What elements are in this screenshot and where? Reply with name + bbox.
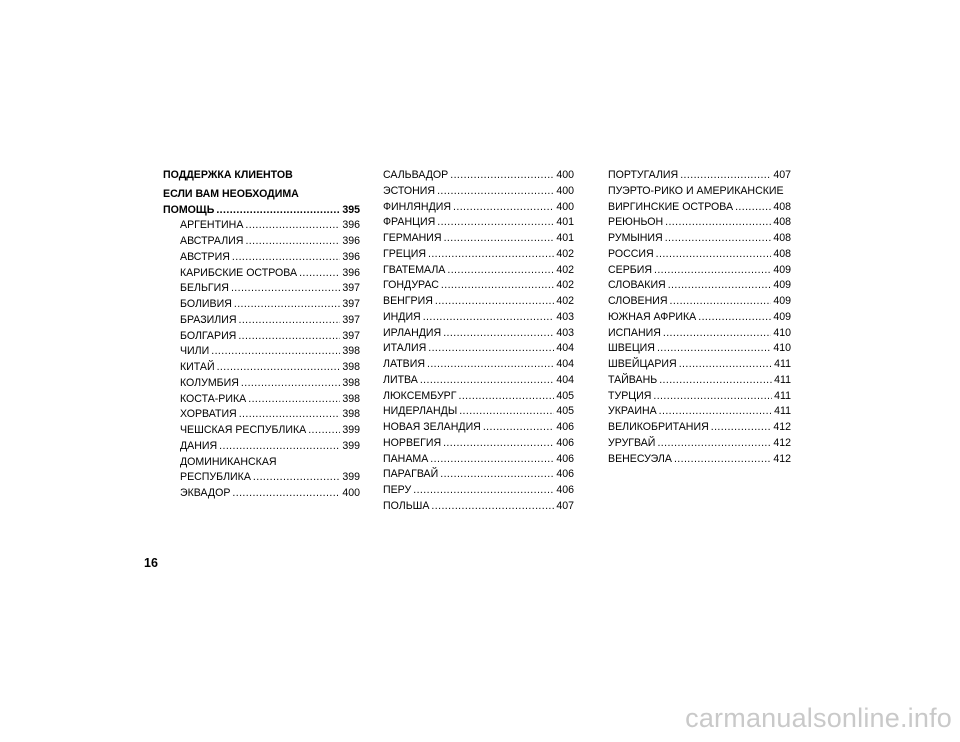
toc-entry-name: ЭКВАДОР (180, 487, 231, 499)
toc-entry-page: 398 (342, 408, 360, 421)
dot-leader (443, 436, 554, 452)
toc-entry-page: 400 (556, 200, 574, 213)
toc-entry[interactable] (608, 373, 791, 389)
toc-entry-page: 409 (773, 295, 791, 307)
toc-entry-name: ЧЕШСКАЯ РЕСПУБЛИКА (180, 424, 307, 436)
toc-entry[interactable] (383, 373, 574, 389)
toc-entry-page: 412 (773, 421, 791, 433)
help-heading-line2: ПОМОЩЬ (163, 203, 215, 216)
toc-entry[interactable] (608, 200, 791, 216)
toc-entry-name: РЕЮНЬОН (608, 216, 664, 229)
toc-entry-page: 400 (342, 487, 360, 499)
toc-entry-name: БЕЛЬГИЯ (180, 282, 229, 295)
toc-entry-name: ГРЕЦИЯ (383, 247, 426, 260)
toc-entry-name: ПЕРУ (383, 484, 412, 496)
toc-entry[interactable] (608, 341, 791, 357)
dot-leader (435, 294, 554, 310)
toc-entry-name: ПОРТУГАЛИЯ (608, 169, 679, 181)
toc-entry-name: АВСТРИЯ (180, 250, 230, 263)
dot-leader (674, 452, 771, 468)
dot-leader (430, 452, 554, 468)
toc-entry[interactable] (383, 310, 574, 326)
toc-entry-page: 402 (556, 247, 574, 260)
toc-entry[interactable] (180, 313, 360, 329)
toc-entry-name-line1: ПУЭРТО-РИКО И АМЕРИКАНСКИЕ (608, 184, 784, 197)
dot-leader (680, 168, 771, 184)
toc-entry-name: ГОНДУРАС (383, 279, 439, 292)
dot-leader (245, 234, 340, 250)
dot-leader (437, 184, 554, 200)
toc-entry-page: 406 (556, 436, 574, 449)
dot-leader (659, 373, 772, 389)
toc-entry[interactable] (180, 218, 360, 234)
toc-entry-name: ГВАТЕМАЛА (383, 263, 446, 276)
toc-entry-page: 407 (773, 169, 791, 181)
toc-entry-name: ТУРЦИЯ (608, 389, 652, 402)
dot-leader (656, 247, 772, 263)
dot-leader (670, 294, 772, 310)
dot-leader (413, 483, 554, 499)
toc-entry[interactable] (383, 436, 574, 452)
toc-entry-page: 406 (556, 484, 574, 496)
dot-leader (299, 266, 340, 282)
toc-entry[interactable] (383, 278, 574, 294)
toc-column-3 (608, 168, 791, 467)
toc-entry-name: СЛОВЕНИЯ (608, 295, 668, 307)
toc-entry-name: ИРЛАНДИЯ (383, 326, 442, 339)
toc-entry-page: 397 (342, 313, 360, 326)
toc-entry-page: 403 (556, 310, 574, 323)
dot-leader (665, 231, 772, 247)
toc-entry-name: ВЕНГРИЯ (383, 295, 433, 307)
toc-entry-page: 405 (556, 389, 574, 402)
toc-entry-page: 399 (342, 471, 360, 484)
watermark: carmanualsonline.info (685, 703, 952, 733)
toc-entry-page: 408 (773, 247, 791, 260)
toc-entry[interactable] (383, 341, 574, 357)
toc-entry-page: 397 (342, 298, 360, 310)
toc-entry-name: НОРВЕГИЯ (383, 436, 442, 449)
toc-entry-page: 409 (773, 263, 791, 276)
toc-entry[interactable] (180, 297, 360, 313)
toc-entry-page: 402 (556, 263, 574, 276)
toc-entry-name: ТАЙВАНЬ (608, 373, 658, 386)
toc-entry-page: 400 (556, 184, 574, 197)
toc-entry-name: СЛОВАКИЯ (608, 279, 666, 292)
toc-entry-name: УРУГВАЙ (608, 436, 656, 449)
dot-leader (241, 376, 340, 392)
toc-entry-page: 398 (342, 392, 360, 405)
dot-leader (234, 297, 340, 313)
toc-entry-page: 406 (556, 452, 574, 465)
toc-entry-page: 412 (773, 452, 791, 465)
dot-leader (441, 278, 554, 294)
toc-entry-page: 411 (774, 405, 791, 418)
toc-entry-page: 396 (342, 250, 360, 263)
toc-entry-page: 410 (773, 342, 791, 355)
toc-entry-page: 398 (342, 345, 360, 358)
toc-entry-page: 411 (774, 358, 791, 370)
dot-leader (217, 360, 341, 376)
toc-entry[interactable] (180, 250, 360, 266)
toc-entry-name: ХОРВАТИЯ (180, 408, 237, 421)
dot-leader (711, 420, 772, 436)
toc-entry-name: ЭСТОНИЯ (383, 184, 436, 197)
help-heading-page: 395 (342, 203, 360, 216)
page-number: 16 (144, 556, 158, 570)
toc-entry[interactable] (383, 483, 574, 499)
toc-entry-page: 405 (556, 405, 574, 418)
toc-entry-page: 409 (773, 310, 791, 323)
dot-leader (444, 231, 555, 247)
dot-leader (653, 389, 772, 405)
toc-entry-name: БОЛИВИЯ (180, 298, 232, 310)
toc-entry-page: 404 (556, 342, 574, 355)
toc-entry[interactable] (383, 452, 574, 468)
toc-entry-name: БРАЗИЛИЯ (180, 313, 237, 326)
toc-entry-page: 401 (556, 216, 574, 229)
dot-leader (239, 407, 341, 423)
toc-entry[interactable] (608, 247, 791, 263)
toc-entry-name-line1: ДОМИНИКАНСКАЯ (180, 455, 277, 468)
toc-entry-name: БОЛГАРИЯ (180, 329, 237, 342)
toc-entry[interactable] (608, 310, 791, 326)
toc-entry-name: ДАНИЯ (180, 439, 218, 452)
toc-entry-page: 412 (773, 436, 791, 449)
toc-entry-name: ГЕРМАНИЯ (383, 232, 442, 244)
toc-entry-page: 407 (556, 499, 574, 512)
toc-entry-page: 402 (556, 295, 574, 307)
dot-leader (245, 218, 340, 234)
toc-entry[interactable] (383, 184, 574, 200)
toc-entry[interactable] (383, 404, 574, 420)
toc-entry-name: АРГЕНТИНА (180, 219, 244, 232)
toc-entry-name: ЛЮКСЕМБУРГ (383, 389, 457, 402)
dot-leader (735, 200, 771, 216)
toc-entry[interactable] (180, 439, 360, 455)
dot-leader (440, 467, 554, 483)
toc-entry-name: КИТАЙ (180, 361, 215, 373)
dot-leader (698, 310, 771, 326)
toc-entry-page: 410 (773, 326, 791, 339)
toc-entry[interactable] (180, 360, 360, 376)
dot-leader (248, 392, 340, 408)
toc-entry-name: ПАРАГВАЙ (383, 468, 439, 481)
toc-entry[interactable] (608, 278, 791, 294)
toc-entry-page: 398 (342, 361, 360, 373)
help-heading-entry[interactable] (163, 203, 360, 219)
toc-entry-name: ШВЕЙЦАРИЯ (608, 358, 677, 370)
toc-entry-page: 403 (556, 326, 574, 339)
toc-entry-name: РЕСПУБЛИКА (180, 471, 251, 484)
toc-entry[interactable] (608, 357, 791, 373)
toc-entry-page: 408 (773, 232, 791, 244)
toc-entry-name: ИТАЛИЯ (383, 342, 427, 355)
toc-entry-name: ПОЛЬША (383, 499, 430, 512)
toc-entry-name: ЛАТВИЯ (383, 358, 425, 370)
toc-entry-page: 399 (342, 424, 360, 436)
dot-leader (423, 310, 555, 326)
toc-entry-name: НИДЕРЛАНДЫ (383, 405, 458, 418)
dot-leader (428, 247, 554, 263)
toc-entry-page: 396 (342, 266, 360, 279)
help-heading-line1: ЕСЛИ ВАМ НЕОБХОДИМА (163, 187, 299, 200)
toc-entry-page: 404 (556, 358, 574, 370)
dot-leader (437, 215, 554, 231)
toc-entry-page: 396 (342, 219, 360, 232)
toc-entry[interactable] (383, 200, 574, 216)
toc-entry[interactable] (608, 294, 791, 310)
toc-entry[interactable] (608, 263, 791, 279)
toc-entry-page: 399 (342, 439, 360, 452)
dot-leader (483, 420, 554, 436)
toc-entry[interactable] (383, 357, 574, 373)
toc-entry-name: ВЕЛИКОБРИТАНИЯ (608, 421, 709, 433)
toc-entry-page: 402 (556, 279, 574, 292)
dot-leader (232, 250, 340, 266)
toc-entry-name: ЧИЛИ (180, 345, 210, 358)
toc-entry-page: 408 (773, 216, 791, 229)
toc-entry-name: КОСТА-РИКА (180, 392, 247, 405)
toc-entry[interactable] (180, 407, 360, 423)
toc-entry[interactable] (383, 499, 574, 515)
toc-entry[interactable] (383, 389, 574, 405)
toc-entry-page: 411 (774, 373, 791, 386)
toc-entry-page: 397 (342, 282, 360, 295)
toc-entry[interactable] (383, 263, 574, 279)
toc-entry[interactable] (608, 404, 791, 420)
toc-entry[interactable] (383, 326, 574, 342)
toc-entry[interactable] (180, 486, 360, 502)
toc-entry[interactable] (383, 294, 574, 310)
toc-entry[interactable] (383, 247, 574, 263)
toc-entry[interactable] (180, 329, 360, 345)
dot-leader (443, 326, 554, 342)
dot-leader (239, 313, 341, 329)
dot-leader (654, 263, 771, 279)
toc-entry-name: КОЛУМБИЯ (180, 376, 239, 389)
toc-entry-name: ПАНАМА (383, 452, 429, 465)
toc-entry[interactable] (180, 392, 360, 408)
toc-entry-name: УКРАИНА (608, 405, 657, 418)
toc-column-2 (383, 168, 574, 515)
toc-entry[interactable] (383, 215, 574, 231)
toc-entry-page: 406 (556, 421, 574, 433)
dot-leader (659, 404, 772, 420)
dot-leader (427, 357, 554, 373)
dot-leader (668, 278, 772, 294)
toc-entry-name: ФРАНЦИЯ (383, 216, 436, 229)
toc-entry-name: ЮЖНАЯ АФРИКА (608, 310, 697, 323)
toc-entry-page: 396 (342, 235, 360, 247)
toc-entry[interactable] (608, 326, 791, 342)
toc-entry-page: 406 (556, 468, 574, 481)
toc-entry-name: АВСТРАЛИЯ (180, 235, 244, 247)
toc-entry[interactable] (608, 389, 791, 405)
toc-entry-page: 409 (773, 279, 791, 292)
dot-leader (447, 263, 554, 279)
dot-leader (657, 341, 771, 357)
toc-entry-name: РОССИЯ (608, 247, 654, 260)
dot-leader (211, 344, 340, 360)
toc-entry-page: 400 (556, 169, 574, 181)
toc-entry-name: ВЕНЕСУЭЛА (608, 452, 672, 465)
toc-entry[interactable] (180, 281, 360, 297)
dot-leader (665, 215, 771, 231)
toc-entry[interactable] (383, 420, 574, 436)
toc-entry-name: ФИНЛЯНДИЯ (383, 200, 452, 213)
dot-leader (232, 486, 340, 502)
dot-leader (216, 203, 340, 219)
dot-leader (308, 423, 340, 439)
toc-entry-name: ВИРГИНСКИЕ ОСТРОВА (608, 200, 734, 213)
toc-entry-name: ЛИТВА (383, 373, 418, 386)
dot-leader (663, 326, 771, 342)
dot-leader (459, 389, 555, 405)
toc-entry-page: 397 (342, 329, 360, 342)
toc-entry-page: 408 (773, 200, 791, 213)
dot-leader (657, 436, 771, 452)
toc-entry-name: СЕРБИЯ (608, 263, 652, 276)
toc-entry[interactable] (180, 376, 360, 392)
toc-entry-page: 401 (556, 232, 574, 244)
toc-entry[interactable] (383, 231, 574, 247)
dot-leader (450, 168, 554, 184)
dot-leader (428, 341, 554, 357)
toc-entry[interactable] (608, 452, 791, 468)
toc-entry[interactable] (608, 420, 791, 436)
toc-entry[interactable] (608, 168, 791, 184)
dot-leader (231, 281, 340, 297)
toc-entry[interactable] (180, 234, 360, 250)
toc-entry-name: ИНДИЯ (383, 310, 421, 323)
toc-entry-name: КАРИБСКИЕ ОСТРОВА (180, 266, 298, 279)
toc-entry-page: 411 (774, 389, 791, 402)
support-heading: ПОДДЕРЖКА КЛИЕНТОВ (163, 169, 293, 181)
toc-entry-name: НОВАЯ ЗЕЛАНДИЯ (383, 421, 481, 433)
toc-entry[interactable] (180, 344, 360, 360)
toc-entry-name: ИСПАНИЯ (608, 326, 661, 339)
country-list-1 (163, 218, 360, 502)
toc-entry-name: РУМЫНИЯ (608, 232, 663, 244)
toc-entry[interactable] (608, 215, 791, 231)
toc-entry[interactable] (180, 423, 360, 439)
toc-entry-page: 398 (342, 376, 360, 389)
toc-entry[interactable] (608, 231, 791, 247)
toc-entry[interactable] (180, 470, 360, 486)
toc-column-1 (163, 168, 360, 502)
dot-leader (253, 470, 340, 486)
toc-entry[interactable] (180, 266, 360, 282)
toc-entry-name: САЛЬВАДОР (383, 169, 449, 181)
toc-entry[interactable] (383, 467, 574, 483)
toc-entry-page: 404 (556, 373, 574, 386)
dot-leader (420, 373, 554, 389)
dot-leader (459, 404, 554, 420)
toc-entry[interactable] (383, 168, 574, 184)
dot-leader (431, 499, 554, 515)
dot-leader (238, 329, 340, 345)
toc-entry[interactable] (608, 436, 791, 452)
dot-leader (453, 200, 554, 216)
dot-leader (219, 439, 340, 455)
dot-leader (679, 357, 772, 373)
toc-entry-name: ШВЕЦИЯ (608, 342, 655, 355)
